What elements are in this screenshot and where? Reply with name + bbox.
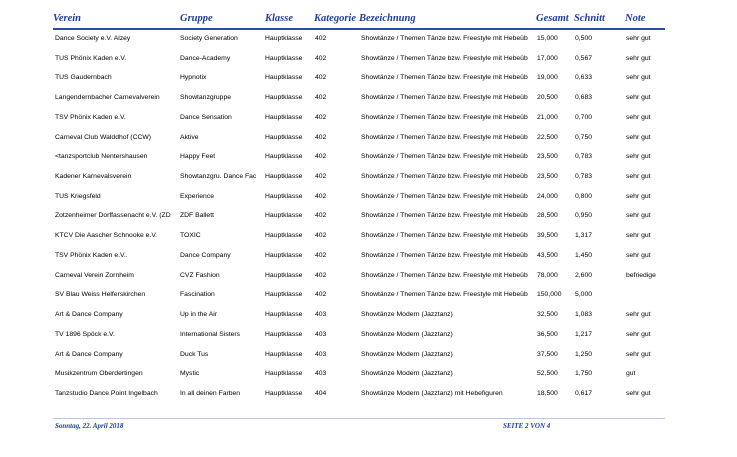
cell-verein: Tanzstudio Dance Point Ingelbach <box>55 389 158 397</box>
cell-note: sehr gut <box>626 389 651 397</box>
cell-schnitt: 1,750 <box>575 370 593 378</box>
cell-schnitt: 0,750 <box>575 133 593 141</box>
cell-gruppe: Showtanzgru. Dance Fac <box>180 173 257 181</box>
cell-bezeichnung: Showtänze Modern (Jazztanz) <box>361 350 453 358</box>
cell-gesamt: 23,500 <box>537 153 558 161</box>
cell-kategorie: 404 <box>315 389 327 397</box>
header-klasse: Klasse <box>265 13 294 24</box>
cell-kategorie: 402 <box>315 94 327 102</box>
cell-note: sehr gut <box>626 173 651 181</box>
cell-schnitt: 1,217 <box>575 330 593 338</box>
cell-kategorie: 403 <box>315 330 327 338</box>
cell-schnitt: 1,317 <box>575 232 593 240</box>
cell-gruppe: ZDF Ballett <box>180 212 214 220</box>
cell-gesamt: 39,500 <box>537 232 558 240</box>
header-kategorie: Kategorie <box>314 13 356 24</box>
cell-note: sehr gut <box>626 54 651 62</box>
cell-bezeichnung: Showtänze / Themen Tänze bzw. Freestyle mit Hebeüb <box>361 212 528 220</box>
table-row <box>0 348 737 362</box>
cell-gesamt: 18,500 <box>537 389 558 397</box>
cell-gruppe: Dance-Academy <box>180 54 231 62</box>
cell-gruppe: Happy Feet <box>180 153 216 161</box>
cell-klasse: Hauptklasse <box>265 94 303 102</box>
cell-gesamt: 17,000 <box>537 54 558 62</box>
cell-kategorie: 402 <box>315 291 327 299</box>
cell-gesamt: 43,500 <box>537 251 558 259</box>
cell-bezeichnung: Showtänze / Themen Tänze bzw. Freestyle mit Hebeüb <box>361 74 528 82</box>
cell-klasse: Hauptklasse <box>265 291 303 299</box>
cell-gesamt: 21,000 <box>537 113 558 121</box>
cell-schnitt: 0,800 <box>575 192 593 200</box>
cell-gesamt: 52,500 <box>537 370 558 378</box>
cell-gesamt: 78,000 <box>537 271 558 279</box>
table-row <box>0 269 737 283</box>
cell-verein: Kadener Karnevalsverein <box>55 173 132 181</box>
cell-bezeichnung: Showtänze / Themen Tänze bzw. Freestyle mit Hebeüb <box>361 271 528 279</box>
cell-schnitt: 0,783 <box>575 173 593 181</box>
table-row <box>0 71 737 85</box>
cell-kategorie: 403 <box>315 311 327 319</box>
header-gruppe: Gruppe <box>180 13 213 24</box>
cell-bezeichnung: Showtänze / Themen Tänze bzw. Freestyle mit Hebeüb <box>361 173 528 181</box>
table-row <box>0 52 737 66</box>
table-row <box>0 32 737 46</box>
footer-date: Sonntag, 22. April 2018 <box>55 422 124 430</box>
cell-klasse: Hauptklasse <box>265 232 303 240</box>
cell-schnitt: 1,450 <box>575 251 593 259</box>
cell-gruppe: Dance Company <box>180 251 231 259</box>
cell-klasse: Hauptklasse <box>265 192 303 200</box>
cell-gruppe: CVZ Fashion <box>180 271 220 279</box>
cell-note: sehr gut <box>626 113 651 121</box>
cell-klasse: Hauptklasse <box>265 370 303 378</box>
cell-schnitt: 0,683 <box>575 94 593 102</box>
cell-klasse: Hauptklasse <box>265 330 303 338</box>
cell-bezeichnung: Showtänze / Themen Tänze bzw. Freestyle mit Hebeüb <box>361 251 528 259</box>
cell-gruppe: Dance Sensation <box>180 113 232 121</box>
cell-kategorie: 403 <box>315 350 327 358</box>
cell-verein: Musikzentrum Oberdertingen <box>55 370 143 378</box>
cell-verein: Dance Society e.V. Alzey <box>55 35 131 42</box>
cell-kategorie: 402 <box>315 113 327 121</box>
table-row <box>0 308 737 322</box>
cell-schnitt: 2,600 <box>575 271 593 279</box>
cell-klasse: Hauptklasse <box>265 113 303 121</box>
cell-verein: SV Blau Weiss Helferskirchen <box>55 291 146 299</box>
cell-kategorie: 402 <box>315 133 327 141</box>
cell-verein: KTCV Die Aascher Schnooke e.V. <box>55 232 158 240</box>
table-row <box>0 249 737 263</box>
cell-note: sehr gut <box>626 74 651 82</box>
table-row <box>0 367 737 381</box>
header-note: Note <box>625 13 646 24</box>
footer-page-number: SEITE 2 VON 4 <box>503 422 551 430</box>
cell-bezeichnung: Showtänze / Themen Tänze bzw. Freestyle mit Hebeüb <box>361 35 528 42</box>
header-schnitt: Schnitt <box>574 13 605 24</box>
cell-gruppe: Fascination <box>180 291 215 299</box>
cell-note: gut <box>626 370 636 378</box>
table-row <box>0 229 737 243</box>
cell-klasse: Hauptklasse <box>265 153 303 161</box>
cell-note: sehr gut <box>626 133 651 141</box>
table-row <box>0 288 737 302</box>
cell-gesamt: 23,500 <box>537 173 558 181</box>
table-row <box>0 170 737 184</box>
cell-kategorie: 402 <box>315 54 327 62</box>
cell-bezeichnung: Showtänze Modern (Jazztanz) <box>361 311 453 319</box>
cell-verein: Art & Dance Company <box>55 350 123 358</box>
cell-bezeichnung: Showtänze / Themen Tänze bzw. Freestyle mit Hebeüb <box>361 54 528 62</box>
cell-kategorie: 402 <box>315 251 327 259</box>
cell-bezeichnung: Showtänze Modern (Jazztanz) <box>361 330 453 338</box>
cell-gesamt: 22,500 <box>537 133 558 141</box>
cell-klasse: Hauptklasse <box>265 389 303 397</box>
cell-note: befriedige <box>626 271 656 279</box>
cell-note: sehr gut <box>626 330 651 338</box>
cell-kategorie: 402 <box>315 232 327 240</box>
cell-note: sehr gut <box>626 232 651 240</box>
cell-bezeichnung: Showtänze / Themen Tänze bzw. Freestyle mit Hebeüb <box>361 192 528 200</box>
cell-gruppe: Experience <box>180 192 215 200</box>
header-verein: Verein <box>53 13 82 24</box>
cell-gesamt: 24,000 <box>537 192 558 200</box>
cell-klasse: Hauptklasse <box>265 54 303 62</box>
cell-gruppe: Society Generation <box>180 35 238 42</box>
cell-note: sehr gut <box>626 311 651 319</box>
cell-gesamt: 32,500 <box>537 311 558 319</box>
cell-kategorie: 403 <box>315 370 327 378</box>
cell-schnitt: 1,083 <box>575 311 593 319</box>
cell-note: sehr gut <box>626 35 651 42</box>
cell-gesamt: 20,500 <box>537 94 558 102</box>
table-row <box>0 91 737 105</box>
cell-bezeichnung: Showtänze / Themen Tänze bzw. Freestyle mit Hebeüb <box>361 94 528 102</box>
cell-note: sehr gut <box>626 212 651 220</box>
cell-klasse: Hauptklasse <box>265 212 303 220</box>
cell-bezeichnung: Showtänze / Themen Tänze bzw. Freestyle mit Hebeüb <box>361 113 528 121</box>
cell-klasse: Hauptklasse <box>265 173 303 181</box>
cell-verein: Carneval Club Walddhof (CCW) <box>55 133 152 141</box>
cell-gesamt: 28,500 <box>537 212 558 220</box>
cell-schnitt: 0,617 <box>575 389 593 397</box>
cell-gesamt: 19,000 <box>537 74 558 82</box>
cell-gruppe: International Sisters <box>180 330 241 338</box>
cell-note: sehr gut <box>626 153 651 161</box>
cell-verein: Zotzenheimer Dorffassenacht e.V. (ZD <box>55 212 171 220</box>
cell-gruppe: Up in the Air <box>180 311 218 319</box>
cell-verein: Carneval Verein Zornheim <box>55 271 134 279</box>
table-row <box>0 328 737 342</box>
cell-gesamt: 150,000 <box>537 291 562 299</box>
table-row <box>0 387 737 401</box>
cell-verein: TSV Phönix Kaden e.V. <box>55 113 126 121</box>
cell-verein: TSV Phönix Kaden e.V.. <box>55 251 128 259</box>
cell-verein: Art & Dance Company <box>55 311 123 319</box>
cell-verein: TV 1896 Spöck e.V. <box>55 330 115 338</box>
cell-verein: <tanzsportclub Nentershausen <box>55 153 148 161</box>
header-bezeichnung: Bezeichnung <box>359 13 416 24</box>
cell-gesamt: 37,500 <box>537 350 558 358</box>
header-gesamt: Gesamt <box>536 13 569 24</box>
cell-verein: TUS Kriegsfeld <box>55 192 101 200</box>
cell-klasse: Hauptklasse <box>265 74 303 82</box>
cell-gruppe: In all deinen Farben <box>180 389 241 397</box>
cell-kategorie: 402 <box>315 271 327 279</box>
table-row <box>0 111 737 125</box>
cell-schnitt: 1,250 <box>575 350 593 358</box>
cell-bezeichnung: Showtänze / Themen Tänze bzw. Freestyle mit Hebeüb <box>361 133 528 141</box>
cell-note: sehr gut <box>626 94 651 102</box>
table-row <box>0 131 737 145</box>
cell-kategorie: 402 <box>315 74 327 82</box>
cell-gruppe: Showtanzgruppe <box>180 94 232 102</box>
cell-schnitt: 5,000 <box>575 291 593 299</box>
cell-verein: TUS Phönix Kaden e.V. <box>55 54 127 62</box>
cell-kategorie: 402 <box>315 35 327 42</box>
table-row <box>0 190 737 204</box>
cell-bezeichnung: Showtänze / Themen Tänze bzw. Freestyle mit Hebeüb <box>361 291 528 299</box>
cell-bezeichnung: Showtänze Modern (Jazztanz) <box>361 370 453 378</box>
footer-divider <box>53 418 665 419</box>
cell-gesamt: 36,500 <box>537 330 558 338</box>
cell-gruppe: Mystic <box>180 370 200 378</box>
cell-bezeichnung: Showtänze / Themen Tänze bzw. Freestyle mit Hebeüb <box>361 153 528 161</box>
cell-note: sehr gut <box>626 251 651 259</box>
cell-klasse: Hauptklasse <box>265 133 303 141</box>
cell-bezeichnung: Showtänze Modern (Jazztanz) mit Hebefiguren <box>361 389 503 397</box>
cell-gesamt: 15,000 <box>537 35 558 42</box>
cell-schnitt: 0,633 <box>575 74 593 82</box>
cell-verein: TUS Gaudernbach <box>55 74 112 82</box>
cell-gruppe: Duck Tus <box>180 350 209 358</box>
cell-klasse: Hauptklasse <box>265 35 303 42</box>
table-row <box>0 209 737 223</box>
cell-schnitt: 0,700 <box>575 113 593 121</box>
cell-kategorie: 402 <box>315 173 327 181</box>
cell-kategorie: 402 <box>315 192 327 200</box>
cell-gruppe: Hypnotix <box>180 74 207 82</box>
cell-gruppe: Aktive <box>180 133 199 141</box>
table-row <box>0 150 737 164</box>
cell-note: sehr gut <box>626 192 651 200</box>
cell-kategorie: 402 <box>315 212 327 220</box>
header-divider <box>53 28 665 30</box>
cell-note: sehr gut <box>626 350 651 358</box>
cell-klasse: Hauptklasse <box>265 271 303 279</box>
cell-verein: Langendernbacher Carnevalverein <box>55 94 160 102</box>
cell-klasse: Hauptklasse <box>265 251 303 259</box>
cell-schnitt: 0,500 <box>575 35 593 42</box>
cell-bezeichnung: Showtänze / Themen Tänze bzw. Freestyle mit Hebeüb <box>361 232 528 240</box>
cell-schnitt: 0,950 <box>575 212 593 220</box>
cell-klasse: Hauptklasse <box>265 350 303 358</box>
cell-gruppe: TOXIC <box>180 232 201 240</box>
cell-schnitt: 0,567 <box>575 54 593 62</box>
cell-schnitt: 0,783 <box>575 153 593 161</box>
cell-klasse: Hauptklasse <box>265 311 303 319</box>
cell-kategorie: 402 <box>315 153 327 161</box>
